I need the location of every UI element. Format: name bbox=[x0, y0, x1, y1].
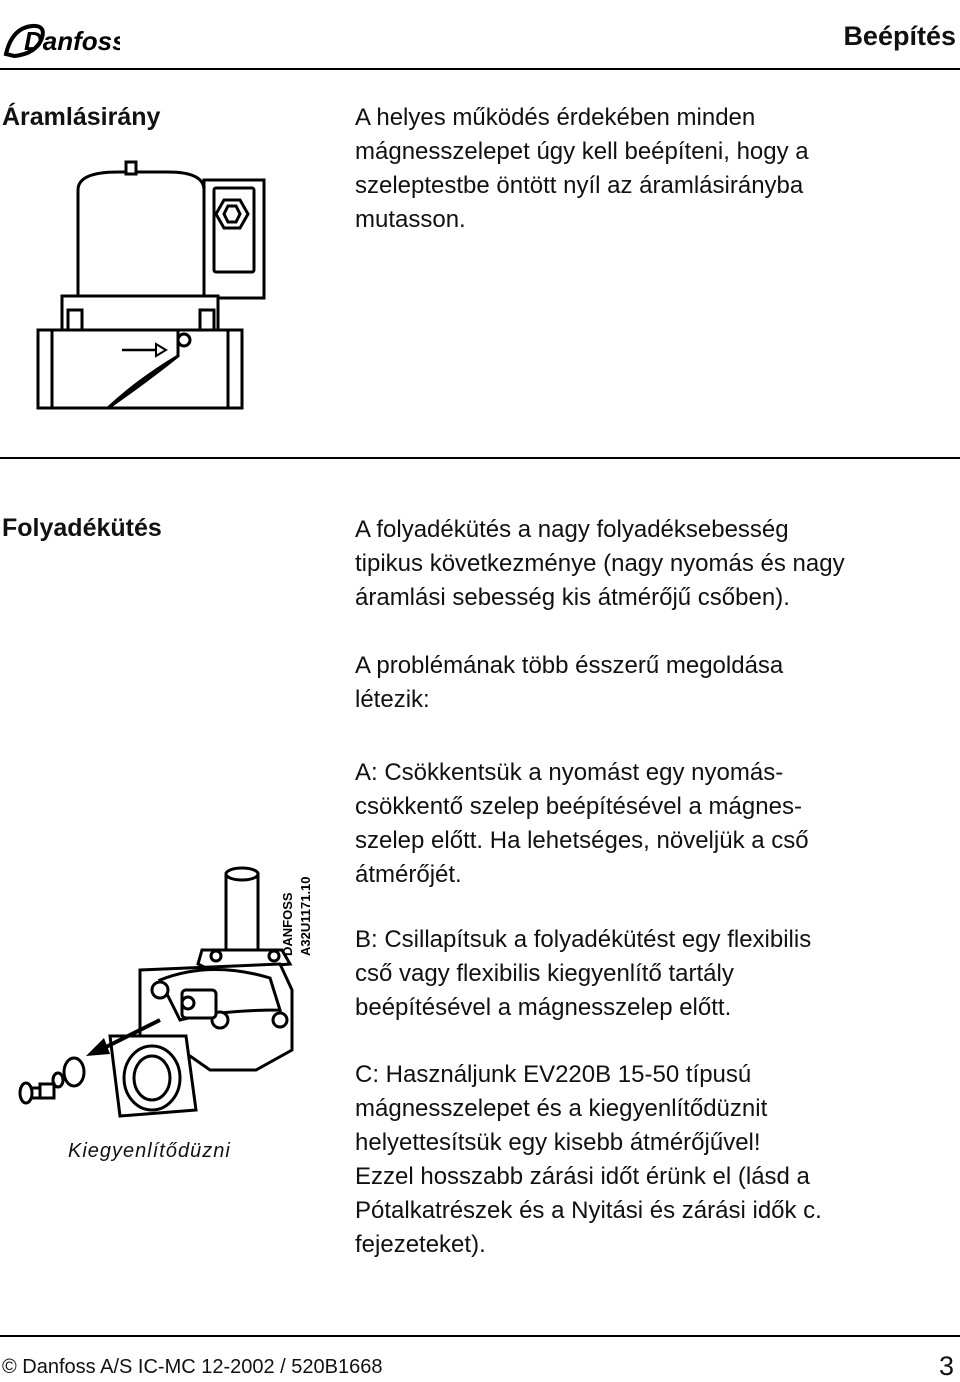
solution-a-paragraph: A: Csökkentsük a nyomást egy nyomás- csökkentő szelep beépítésével a mágnes- szelep előtt. Ha lehetséges, növeljük a cső átmérőjét. bbox=[355, 759, 809, 888]
drawing-code-line-1: DANFOSS bbox=[280, 892, 295, 956]
page-number: 3 bbox=[938, 1351, 954, 1381]
equalizer-nozzle-illustration bbox=[10, 860, 300, 1120]
footer-copyright: © Danfoss A/S IC-MC 12-2002 / 520B1668 bbox=[2, 1356, 383, 1378]
water-hammer-paragraph-1: A folyadékütés a nagy folyadéksebesség tipikus következménye (nagy nyomás és nagy áramlási sebesség kis átmérőjű csőben). bbox=[355, 516, 845, 611]
section-divider bbox=[0, 457, 960, 459]
solution-c-paragraph: C: Használjunk EV220B 15-50 típusú mágnesszelepet és a kiegyenlítődüznit helyettesítsük egy kisebb átmérőjűvel! Ezzel hosszabb zárási időt érünk el (lásd a Pótalkatrészek és a Nyitási és zárási idők c. fejezeteket). bbox=[355, 1061, 822, 1258]
valve-flow-illustration bbox=[28, 160, 278, 410]
footer-divider bbox=[0, 1335, 960, 1337]
header-divider bbox=[0, 68, 960, 70]
logo-wordmark: Danfoss bbox=[24, 26, 120, 56]
danfoss-logo bbox=[2, 14, 120, 64]
water-hammer-paragraph-2: A problémának több ésszerű megoldása létezik: bbox=[355, 652, 784, 713]
section-title-flow: Áramlásirány bbox=[2, 103, 161, 131]
page-header-title: Beépítés bbox=[843, 21, 956, 51]
solution-b-paragraph: B: Csillapítsuk a folyadékütést egy flexibilis cső vagy flexibilis kiegyenlítő tartály beépítésével a mágnesszelep előtt. bbox=[355, 926, 812, 1021]
drawing-code bbox=[270, 860, 330, 960]
section-title-water-hammer: Folyadékütés bbox=[2, 514, 162, 542]
flow-paragraph: A helyes működés érdekében minden mágnesszelepet úgy kell beépíteni, hogy a szeleptestbe öntött nyíl az áramlásirányba mutasson. bbox=[355, 104, 809, 233]
figure-caption: Kiegyenlítődüzni bbox=[68, 1140, 231, 1162]
drawing-code-line-2: A32U1171.10 bbox=[298, 876, 313, 956]
